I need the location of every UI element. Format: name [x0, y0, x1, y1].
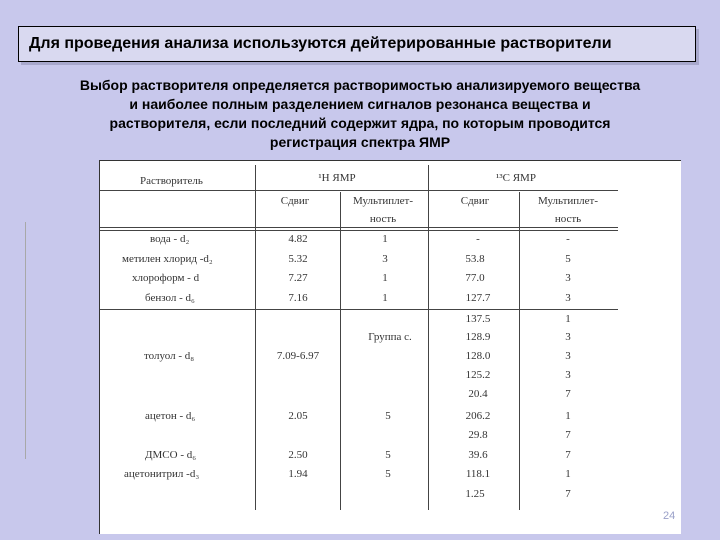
row-c-shift: 118.1	[465, 468, 491, 480]
subtitle-line: и наиболее полным разделением сигналов резонанса вещества и	[129, 96, 591, 112]
row-c-shift: 127.7	[465, 292, 491, 304]
row-c-mult: 7	[565, 488, 571, 500]
row-c-shift: 29.8	[468, 429, 488, 441]
row-c-shift: -	[476, 233, 480, 245]
slide-subtitle	[20, 76, 700, 152]
row-c-mult: 3	[565, 369, 571, 381]
table-rule	[100, 309, 618, 310]
row-c-mult: 7	[565, 429, 571, 441]
row-h-shift: 2.05	[288, 410, 308, 422]
row-c-mult: 3	[565, 272, 571, 284]
solvent-table	[99, 160, 681, 534]
slide-title: Для проведения анализа используются дейтерированные растворители	[18, 26, 696, 62]
row-h-mult: 5	[385, 449, 391, 461]
row-c-shift: 77.0	[465, 272, 485, 284]
row-c-shift: 53.8	[465, 253, 485, 265]
row-h-mult: 1	[382, 233, 388, 245]
row-c-mult: 3	[565, 292, 571, 304]
table-rule	[100, 227, 618, 228]
row-h-shift: 7.16	[288, 292, 308, 304]
row-h-shift: 2.50	[288, 449, 308, 461]
header-mult-h: Мультиплет-	[352, 195, 414, 207]
row-c-mult: 1	[565, 313, 571, 325]
table-rule	[255, 165, 256, 510]
row-c-shift: 128.0	[465, 350, 491, 362]
row-c-shift: 206.2	[465, 410, 491, 422]
row-solvent: хлороформ - d	[132, 272, 200, 284]
subtitle-line: Выбор растворителя определяется растворимостью анализируемого вещества	[79, 77, 641, 93]
row-solvent: вода - d₂	[150, 233, 190, 245]
row-c-shift: 39.6	[468, 449, 488, 461]
row-h-shift: 5.32	[288, 253, 308, 265]
header-mult-c: Мультиплет-	[537, 195, 599, 207]
table-rule	[100, 230, 618, 231]
row-c-mult: 7	[565, 388, 571, 400]
table-rule	[428, 165, 429, 510]
row-h-mult: 1	[382, 272, 388, 284]
row-solvent: ацетонитрил -d₃	[124, 468, 200, 480]
header-mult-h-2: ность	[369, 213, 397, 225]
header-c-nmr: ¹³C ЯМР	[496, 172, 536, 184]
page-number: 24	[663, 510, 676, 522]
row-h-mult: Группа с.	[368, 331, 412, 343]
row-h-mult: 3	[382, 253, 388, 265]
row-c-mult: 5	[565, 253, 571, 265]
row-c-mult: 3	[565, 331, 571, 343]
decorative-divider	[25, 222, 26, 459]
row-c-shift: 125.2	[465, 369, 491, 381]
header-solvent: Растворитель	[140, 175, 203, 187]
row-h-shift: 7.27	[288, 272, 308, 284]
header-h-nmr: ¹H ЯМР	[318, 172, 356, 184]
row-solvent: метилен хлорид -d₂	[122, 253, 213, 265]
row-h-mult: 5	[385, 410, 391, 422]
subtitle-line: растворителя, если последний содержит ядра, по которым проводится	[109, 115, 611, 131]
row-c-mult: 1	[565, 410, 571, 422]
table-rule	[340, 192, 341, 510]
header-mult-c-2: ность	[554, 213, 582, 225]
row-c-mult: -	[566, 233, 570, 245]
row-h-shift: 7.09-6.97	[276, 350, 320, 362]
header-shift-c: Сдвиг	[460, 195, 490, 207]
table-rule	[519, 192, 520, 510]
row-h-mult: 1	[382, 292, 388, 304]
row-h-shift: 4.82	[288, 233, 308, 245]
row-c-shift: 128.9	[465, 331, 491, 343]
subtitle-line: регистрация спектра ЯМР	[269, 134, 451, 150]
row-solvent: ДМСО - d₆	[145, 449, 197, 461]
row-h-mult: 5	[385, 468, 391, 480]
row-solvent: толуол - d₈	[144, 350, 195, 362]
row-c-mult: 3	[565, 350, 571, 362]
row-solvent: бензол - d₆	[145, 292, 195, 304]
row-c-mult: 1	[565, 468, 571, 480]
row-h-shift: 1.94	[288, 468, 308, 480]
row-c-mult: 7	[565, 449, 571, 461]
row-c-shift: 1.25	[465, 488, 485, 500]
table-rule	[100, 190, 618, 191]
header-shift-h: Сдвиг	[280, 195, 310, 207]
row-solvent: ацетон - d₆	[145, 410, 196, 422]
row-c-shift: 20.4	[468, 388, 488, 400]
row-c-shift: 137.5	[465, 313, 491, 325]
